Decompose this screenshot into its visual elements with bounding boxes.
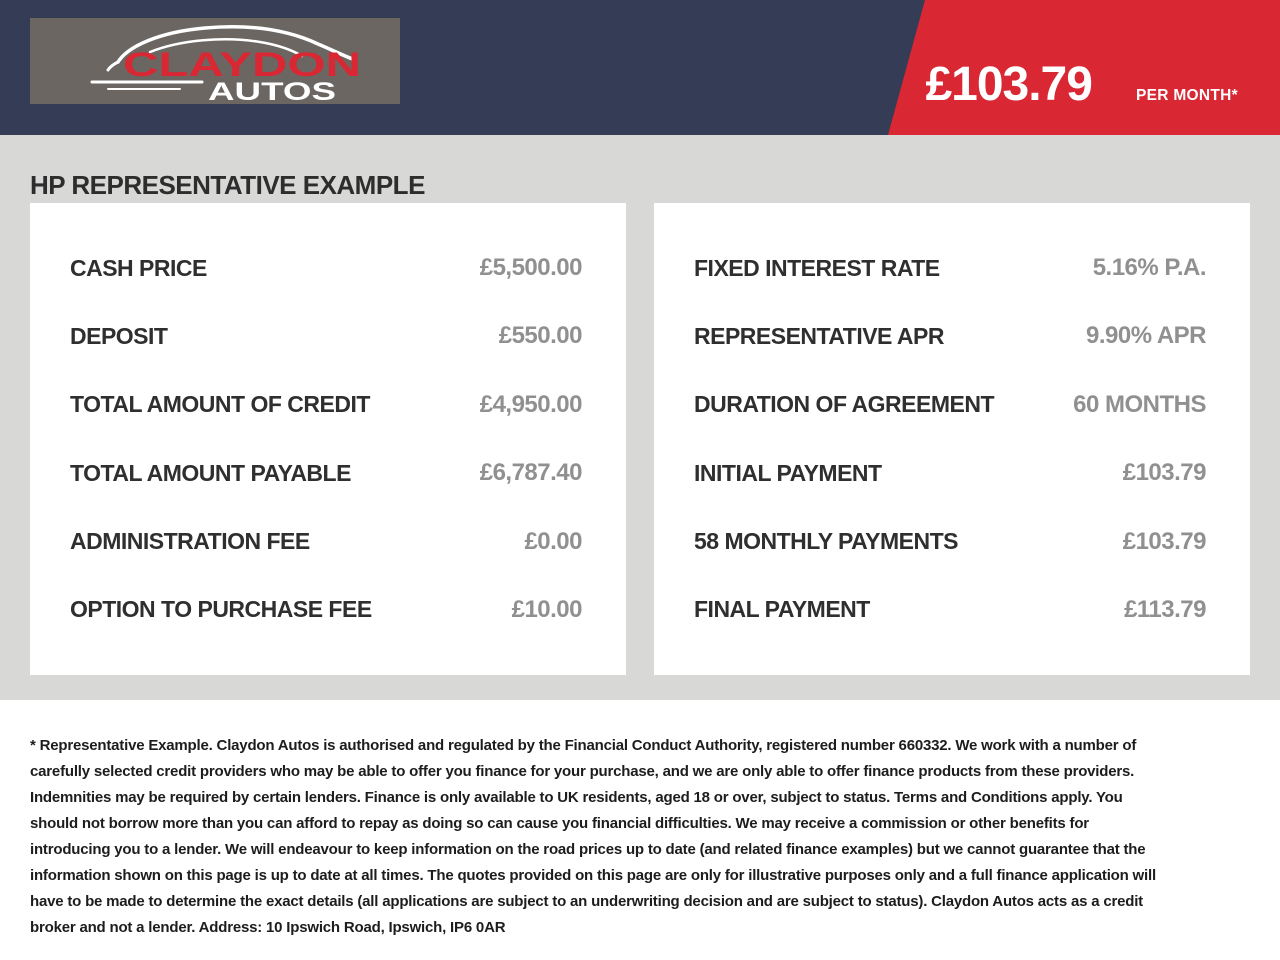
row-label: 58 MONTHLY PAYMENTS	[694, 528, 959, 555]
row-label: REPRESENTATIVE APR	[694, 322, 944, 349]
row-value: £4,950.00	[479, 390, 582, 418]
finance-panels	[30, 203, 1250, 675]
row-administration-fee	[70, 511, 582, 573]
row-final-payment	[694, 579, 1206, 641]
row-duration-of-agreement	[694, 374, 1206, 436]
legal-disclaimer: * Representative Example. Claydon Autos is authorised and regulated by the Financial Conduct Authority, registered number 660332. We work with a number of carefully selected credit providers who may be able to offer you finance for your purchase, and we are only able to offer finance products from these providers. Indemnities may be required by certain lenders. Finance is only available to UK residents, aged 18 or over, subject to status. Terms and Conditions apply. You should not borrow more than you can afford to repay as doing so can cause you financial difficulties. We may receive a commission or other benefits for introducing you to a lender. We will endeavour to keep information on the road prices up to date (and related finance examples) but we cannot guarantee that the information shown on this page is up to date at all times. The quotes provided on this page are only for illustrative purposes only and a full finance application will have to be made to determine the exact details (all applications are subject to an underwriting decision and are subject to status). Claydon Autos acts as a credit broker and not a lender. Address: 10 Ipswich Road, Ipswich, IP6 0AR	[30, 737, 1156, 936]
row-total-amount-of-credit	[70, 374, 582, 436]
row-value: £103.79	[1122, 527, 1206, 555]
row-label: FIXED INTEREST RATE	[694, 254, 940, 281]
row-value: £6,787.40	[479, 459, 582, 487]
row-value: £5,500.00	[479, 254, 582, 281]
row-label: OPTION TO PURCHASE FEE	[70, 596, 372, 623]
row-label: FINAL PAYMENT	[694, 596, 870, 623]
row-total-amount-payable	[70, 442, 582, 504]
car-logo-icon	[30, 18, 400, 104]
row-label: TOTAL AMOUNT PAYABLE	[70, 459, 351, 486]
row-value: £10.00	[511, 595, 582, 623]
row-cash-price	[70, 237, 582, 299]
dealer-logo	[30, 18, 400, 104]
row-representative-apr	[694, 305, 1206, 367]
row-fixed-interest-rate	[694, 237, 1206, 299]
row-value: £0.00	[524, 527, 582, 555]
logo-text-claydon: CLAYDON	[123, 46, 361, 84]
row-initial-payment	[694, 442, 1206, 504]
row-value: £103.79	[1122, 459, 1206, 487]
row-value: £113.79	[1124, 595, 1206, 623]
row-deposit	[70, 305, 582, 367]
row-label: ADMINISTRATION FEE	[70, 528, 310, 555]
row-label: INITIAL PAYMENT	[694, 459, 882, 486]
row-label: DEPOSIT	[70, 322, 168, 349]
row-option-to-purchase-fee	[70, 579, 582, 641]
finance-panel-left	[30, 203, 626, 675]
row-label: DURATION OF AGREEMENT	[694, 391, 994, 418]
row-value: 9.90% APR	[1086, 322, 1206, 350]
row-value: £550.00	[498, 322, 582, 350]
row-value: 5.16% P.A.	[1092, 254, 1206, 281]
footer	[0, 700, 1280, 941]
finance-panel-right	[654, 203, 1250, 675]
price-banner: £103.79 PER MONTH*	[925, 58, 1238, 111]
content-area	[0, 135, 1280, 700]
logo-text-autos: AUTOS	[208, 78, 336, 104]
row-monthly-payments	[694, 511, 1206, 573]
row-value: 60 MONTHS	[1073, 390, 1206, 418]
row-label: TOTAL AMOUNT OF CREDIT	[70, 391, 370, 418]
page-title: HP REPRESENTATIVE EXAMPLE	[30, 170, 425, 200]
header	[0, 0, 1280, 135]
row-label: CASH PRICE	[70, 254, 207, 281]
